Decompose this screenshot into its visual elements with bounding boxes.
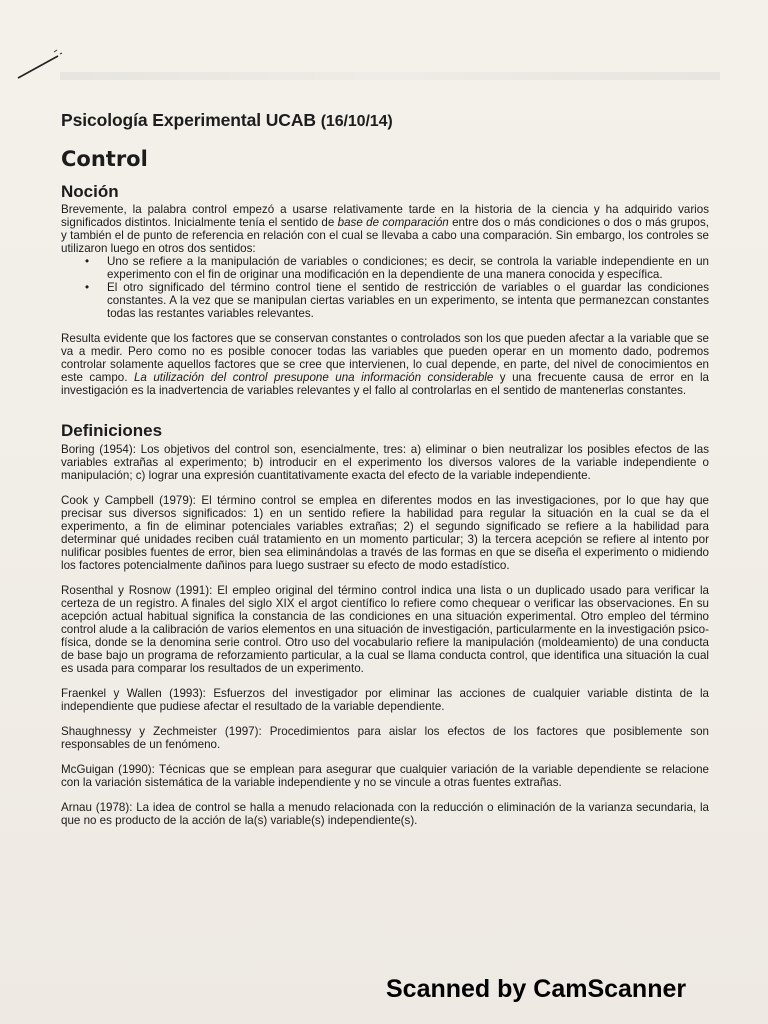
bullet-text: Uno se refiere a la manipulación de variables o condiciones; es decir, se controla la variable independiente en un experimento con el fin de originar una modificación en la dependiente de una manera conocida y específica. <box>107 255 709 281</box>
section-heading-definiciones: Definiciones <box>61 421 163 440</box>
para2-text-a: Resulta evidente que los factores que se conservan constantes o controlados son los que pueden afectar a la variable que se va a medir. Pero como no es posible conocer todas las variables que pueden operar en un momento dado, podremos controlar solamente aquellos factores que se cree que intervienen, lo cual depende, en parte, del nivel de conocimientos en este campo. <box>61 332 709 384</box>
course-header <box>61 108 709 134</box>
intro-text-a: Brevemente, la palabra control empezó a usarse relativamente tarde en la historia de la ciencia y ha adquirido varios significados distintos. Inicialmente tenía el sentido de <box>61 203 709 229</box>
bullet-dot-icon: • <box>85 255 90 268</box>
definition-shaughnessy-zechmeister: Shaughnessy y Zechmeister (1997): Procedimientos para aislar los efectos de los factores que posiblemente son responsables de un fenómeno. <box>61 725 709 751</box>
bullet-dot-icon: • <box>85 281 90 294</box>
para2-text-b: y una frecuente causa de error en la investigación es la inadvertencia de variables relevantes y el fallo al controlarlas en el sentido de mantenerlas constantes. <box>61 371 709 397</box>
intro-text-b: entre dos o más condiciones o dos o más grupos, y también el de punto de referencia en relación con el cual se llevaba a cabo una comparación. Sin embargo, los controles se utilizaron luego en otros dos sentidos: <box>61 216 709 255</box>
definition-boring: Boring (1954): Los objetivos del control son, esencialmente, tres: a) eliminar o bien neutralizar los posibles efectos de las variables extrañas al experimento; b) introducir en el experimento los diversos valores de la variable independiente o manipulación; c) lograr una expresión cuantitativamente exacta del efecto de la variable independiente. <box>61 443 709 482</box>
document-body <box>61 108 709 827</box>
definition-cook-campbell: Cook y Campbell (1979): El término control se emplea en diferentes modos en las investigaciones, por lo que hay que precisar sus diversos significados: 1) en un sentido refiere la habilidad para regular la situación en la cual se da el experimento, a fin de eliminar potenciales variables extrañas; 2) el segundo significado se refiere a la habilidad para determinar qué unidades reciben cuál tratamiento en un momento particular; 3) la tercera acepción se refiere al intento por nulificar posibles fuentes de error, bien sea eliminándolas a través de las formas en que se diseña el experimento o midiendo los factores potencialmente dañinos para luego sustraer su efecto de modo estadístico. <box>61 494 709 572</box>
bullet-item <box>85 255 709 281</box>
bullet-item <box>85 281 709 320</box>
definition-mcguigan: McGuigan (1990): Técnicas que se emplean para asegurar que cualquier variación de la variable dependiente se relacione con la variación sistemática de la variable independiente y no se vincule a otras fuentes extrañas. <box>61 763 709 789</box>
bleed-through-shadow <box>60 72 720 80</box>
pen-stroke-mark <box>14 48 64 82</box>
para2-emphasis: La utilización del control presupone una información considerable <box>133 371 494 384</box>
definition-rosenthal-rosnow: Rosenthal y Rosnow (1991): El empleo original del término control indica una lista o un duplicado usado para verificar la certeza de un registro. A finales del siglo XIX el argot científico lo refiere como chequear o verificar las observaciones. En su acepción actual habitual significa la constancia de las condiciones en una situación experimental. Otro empleo del término control alude a la calibración de varios elementos en una situación de investigación, particularmente en la investigación psico-física, donde se la denomina serie control. Otro uso del vocabulario refiere la manipulación (moldeamiento) de una conducta de base bajo un programa de reforzamiento particular, a la cual se llama conducta control, que identifica una situación la cual es usada para comparar los resultados de un experimento. <box>61 584 709 675</box>
scanner-watermark: Scanned by CamScanner <box>386 975 687 1003</box>
definition-arnau: Arnau (1978): La idea de control se halla a menudo relacionada con la reducción o eliminación de la varianza secundaria, la que no es producto de la acción de la(s) variable(s) independiente(s). <box>61 801 709 827</box>
definition-fraenkel-wallen: Fraenkel y Wallen (1993): Esfuerzos del investigador por eliminar las acciones de cualquier variable distinta de la independiente que pudiese afectar el resultado de la variable dependiente. <box>61 687 709 713</box>
nocion-second-paragraph <box>61 332 709 397</box>
course-date: (16/10/14) <box>320 113 393 130</box>
bullet-text: El otro significado del término control tiene el sentido de restricción de variables o el guardar las condiciones constantes. A la vez que se manipulan ciertas variables en un experimento, se intenta que permanezcan constantes todas las restantes variables relevantes. <box>107 281 709 320</box>
intro-emphasis: base de comparación <box>337 216 449 229</box>
course-name: Psicología Experimental UCAB <box>61 110 316 130</box>
section-heading-nocion: Noción <box>61 182 119 201</box>
nocion-bullet-list <box>61 255 709 320</box>
nocion-intro-paragraph <box>61 203 709 255</box>
document-title: Control <box>61 147 148 171</box>
